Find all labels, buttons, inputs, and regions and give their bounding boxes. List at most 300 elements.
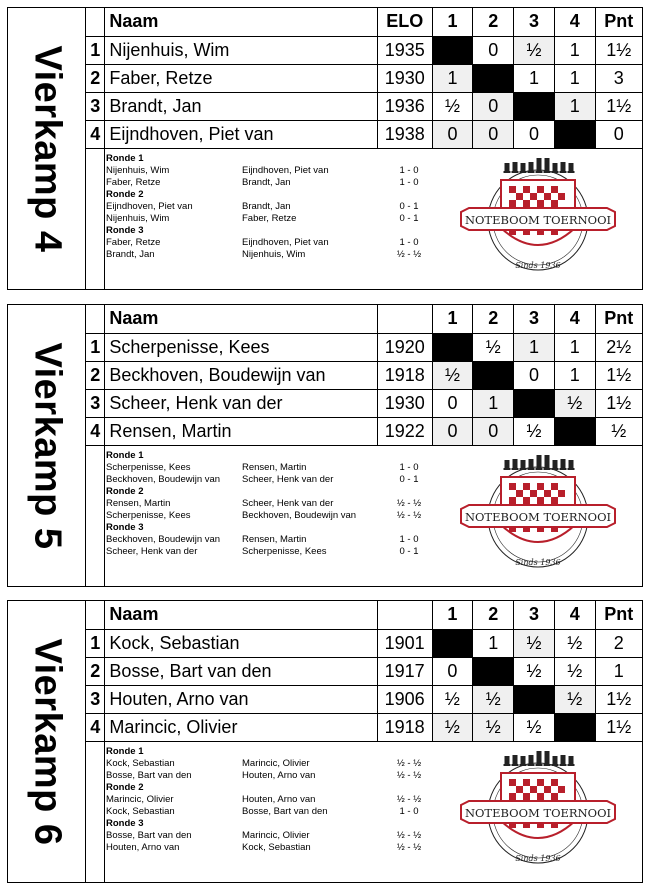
result-cell: ½ bbox=[473, 333, 514, 361]
white-player: Houten, Arno van bbox=[106, 842, 180, 853]
board-square-icon bbox=[530, 490, 537, 497]
board-square-icon bbox=[537, 483, 544, 490]
self-cell bbox=[514, 92, 555, 120]
header-index-cell bbox=[86, 305, 105, 333]
self-cell bbox=[554, 713, 595, 741]
player-points: 1½ bbox=[595, 389, 642, 417]
black-player: Marincic, Olivier bbox=[242, 830, 310, 841]
white-player: Nijenhuis, Wim bbox=[106, 213, 170, 224]
chess-piece-icon bbox=[505, 756, 510, 765]
result-cell: ½ bbox=[473, 713, 514, 741]
crosstable bbox=[86, 305, 642, 446]
board-square-icon bbox=[551, 200, 558, 207]
black-player: Faber, Retze bbox=[242, 213, 297, 224]
player-name: Bosse, Bart van den bbox=[105, 657, 377, 685]
self-cell bbox=[514, 389, 555, 417]
black-player: Scherpenisse, Kees bbox=[242, 546, 327, 557]
white-player: Nijenhuis, Wim bbox=[106, 165, 170, 176]
result-cell: 1 bbox=[473, 629, 514, 657]
game-score: ½ - ½ bbox=[396, 794, 422, 805]
round-heading: Ronde 3 bbox=[106, 818, 144, 829]
game-row bbox=[106, 758, 422, 770]
header-round-col-3: 3 bbox=[514, 601, 555, 629]
game-row bbox=[106, 201, 419, 213]
self-cell bbox=[554, 120, 595, 148]
player-index: 2 bbox=[86, 657, 105, 685]
header-elo bbox=[377, 601, 432, 629]
self-cell bbox=[473, 361, 514, 389]
result-cell: ½ bbox=[514, 629, 555, 657]
player-name: Rensen, Martin bbox=[105, 417, 377, 445]
chess-piece-base-icon bbox=[560, 764, 567, 766]
header-round-col-1: 1 bbox=[432, 8, 473, 36]
white-player: Kock, Sebastian bbox=[106, 806, 175, 817]
black-player: Kock, Sebastian bbox=[242, 842, 311, 853]
group-title: Vierkamp 6 bbox=[26, 637, 68, 846]
player-name: Kock, Sebastian bbox=[105, 629, 377, 657]
player-row bbox=[86, 361, 642, 389]
player-points: 2½ bbox=[595, 333, 642, 361]
header-points: Pnt bbox=[595, 305, 642, 333]
result-cell: 1 bbox=[554, 36, 595, 64]
result-cell: 0 bbox=[514, 120, 555, 148]
player-index: 1 bbox=[86, 36, 105, 64]
chess-piece-icon bbox=[513, 162, 518, 172]
board-square-icon bbox=[523, 497, 530, 504]
chess-piece-base-icon bbox=[560, 171, 567, 173]
player-index: 2 bbox=[86, 64, 105, 92]
noteboom-logo bbox=[459, 751, 617, 869]
black-player: Rensen, Martin bbox=[242, 462, 307, 473]
self-cell bbox=[473, 657, 514, 685]
white-player: Brandt, Jan bbox=[106, 249, 155, 260]
round-heading: Ronde 2 bbox=[106, 782, 144, 793]
player-name: Scheer, Henk van der bbox=[105, 389, 377, 417]
result-cell: 1 bbox=[554, 361, 595, 389]
chess-piece-icon bbox=[545, 751, 550, 765]
board-square-icon bbox=[523, 779, 530, 786]
game-row bbox=[106, 806, 419, 818]
header-index-cell bbox=[86, 601, 105, 629]
chess-piece-icon bbox=[545, 455, 550, 469]
black-player: Eijndhoven, Piet van bbox=[242, 237, 329, 248]
white-player: Scheer, Henk van der bbox=[106, 546, 198, 557]
game-score: ½ - ½ bbox=[396, 249, 422, 260]
crosstable-header-row bbox=[86, 305, 642, 333]
game-row bbox=[106, 474, 419, 486]
header-round-col-4: 4 bbox=[554, 8, 595, 36]
player-elo: 1906 bbox=[377, 685, 432, 713]
player-points: 1 bbox=[595, 657, 642, 685]
white-player: Scherpenisse, Kees bbox=[106, 510, 191, 521]
player-name: Nijenhuis, Wim bbox=[105, 36, 377, 64]
game-row bbox=[106, 462, 419, 474]
round-heading: Ronde 3 bbox=[106, 225, 144, 236]
noteboom-logo bbox=[459, 455, 617, 573]
chess-piece-icon bbox=[521, 163, 526, 172]
result-cell: 1 bbox=[554, 333, 595, 361]
game-score: ½ - ½ bbox=[396, 830, 422, 841]
result-cell: 1 bbox=[473, 389, 514, 417]
game-score: 0 - 1 bbox=[399, 213, 419, 224]
white-player: Marincic, Olivier bbox=[106, 794, 174, 805]
board-square-icon bbox=[558, 786, 565, 793]
logo-banner-text: NOTEBOOM TOERNOOI bbox=[464, 510, 612, 524]
crosstable-header-row bbox=[86, 601, 642, 629]
chess-piece-base-icon bbox=[536, 764, 543, 766]
group-title-column bbox=[8, 8, 86, 289]
round-heading: Ronde 3 bbox=[106, 522, 144, 533]
rounds-list bbox=[106, 153, 422, 261]
logo-since-text: Sinds 1936 bbox=[515, 261, 561, 270]
game-score: 0 - 1 bbox=[399, 201, 419, 212]
chess-piece-icon bbox=[569, 756, 574, 765]
chess-piece-icon bbox=[561, 459, 566, 469]
vierkamp-panel bbox=[7, 304, 643, 587]
game-row bbox=[106, 534, 419, 546]
result-cell: ½ bbox=[554, 685, 595, 713]
board-square-icon bbox=[537, 200, 544, 207]
chess-piece-icon bbox=[513, 459, 518, 469]
game-score: 0 - 1 bbox=[399, 474, 419, 485]
player-elo: 1917 bbox=[377, 657, 432, 685]
player-name: Faber, Retze bbox=[105, 64, 377, 92]
board-square-icon bbox=[551, 779, 558, 786]
player-points: 3 bbox=[595, 64, 642, 92]
board-square-icon bbox=[509, 483, 516, 490]
chess-piece-base-icon bbox=[512, 468, 519, 470]
player-index: 4 bbox=[86, 713, 105, 741]
chess-piece-icon bbox=[545, 158, 550, 172]
black-player: Nijenhuis, Wim bbox=[242, 249, 306, 260]
white-player: Beckhoven, Boudewijn van bbox=[106, 474, 221, 485]
board-square-icon bbox=[523, 793, 530, 800]
player-index: 3 bbox=[86, 92, 105, 120]
black-player: Marincic, Olivier bbox=[242, 758, 310, 769]
player-row bbox=[86, 389, 642, 417]
chess-piece-base-icon bbox=[568, 171, 575, 173]
game-score: 1 - 0 bbox=[399, 237, 419, 248]
chess-piece-icon bbox=[569, 460, 574, 469]
game-score: 1 - 0 bbox=[399, 806, 419, 817]
result-cell: 0 bbox=[432, 657, 473, 685]
round-heading: Ronde 1 bbox=[106, 153, 144, 164]
game-row bbox=[106, 165, 419, 177]
game-row bbox=[106, 510, 422, 522]
black-player: Houten, Arno van bbox=[242, 794, 316, 805]
black-player: Houten, Arno van bbox=[242, 770, 316, 781]
black-player: Brandt, Jan bbox=[242, 177, 291, 188]
board-square-icon bbox=[551, 186, 558, 193]
header-round-col-3: 3 bbox=[514, 305, 555, 333]
board-square-icon bbox=[516, 490, 523, 497]
group-title-column bbox=[8, 601, 86, 882]
self-cell bbox=[514, 685, 555, 713]
player-name: Eijndhoven, Piet van bbox=[105, 120, 377, 148]
header-round-col-3: 3 bbox=[514, 8, 555, 36]
board-square-icon bbox=[509, 186, 516, 193]
player-points: 1½ bbox=[595, 36, 642, 64]
player-elo: 1930 bbox=[377, 64, 432, 92]
chess-piece-base-icon bbox=[504, 171, 511, 173]
board-square-icon bbox=[523, 186, 530, 193]
game-row bbox=[106, 213, 419, 225]
player-index: 2 bbox=[86, 361, 105, 389]
group-title-column bbox=[8, 305, 86, 586]
header-elo: ELO bbox=[377, 8, 432, 36]
board-square-icon bbox=[516, 786, 523, 793]
game-row bbox=[106, 177, 419, 189]
player-row bbox=[86, 713, 642, 741]
player-elo: 1918 bbox=[377, 713, 432, 741]
result-cell: 0 bbox=[473, 417, 514, 445]
player-elo: 1938 bbox=[377, 120, 432, 148]
game-row bbox=[106, 249, 422, 261]
game-row bbox=[106, 794, 422, 806]
game-row bbox=[106, 237, 419, 249]
result-cell: 0 bbox=[432, 417, 473, 445]
board-square-icon bbox=[537, 186, 544, 193]
chess-piece-base-icon bbox=[536, 468, 543, 470]
self-cell bbox=[432, 36, 473, 64]
header-points: Pnt bbox=[595, 601, 642, 629]
white-player: Rensen, Martin bbox=[106, 498, 171, 509]
logo-banner-text: NOTEBOOM TOERNOOI bbox=[464, 806, 612, 820]
board-square-icon bbox=[509, 497, 516, 504]
chess-piece-base-icon bbox=[504, 764, 511, 766]
board-square-icon bbox=[544, 786, 551, 793]
chess-piece-base-icon bbox=[568, 468, 575, 470]
chess-piece-base-icon bbox=[568, 764, 575, 766]
player-index: 1 bbox=[86, 629, 105, 657]
header-index-cell bbox=[86, 8, 105, 36]
header-round-col-4: 4 bbox=[554, 305, 595, 333]
vierkamp-panel bbox=[7, 7, 643, 290]
chess-piece-icon bbox=[569, 163, 574, 172]
board-square-icon bbox=[558, 193, 565, 200]
header-round-col-2: 2 bbox=[473, 601, 514, 629]
logo-banner-text: NOTEBOOM TOERNOOI bbox=[464, 213, 612, 227]
player-row bbox=[86, 417, 642, 445]
crosstable bbox=[86, 601, 642, 742]
white-player: Faber, Retze bbox=[106, 177, 161, 188]
board-square-icon bbox=[544, 193, 551, 200]
noteboom-logo bbox=[459, 158, 617, 276]
game-score: 1 - 0 bbox=[399, 177, 419, 188]
game-score: 1 - 0 bbox=[399, 462, 419, 473]
white-player: Beckhoven, Boudewijn van bbox=[106, 534, 221, 545]
rounds-list bbox=[106, 450, 422, 558]
crosstable-header-row bbox=[86, 8, 642, 36]
black-player: Eijndhoven, Piet van bbox=[242, 165, 329, 176]
player-name: Scherpenisse, Kees bbox=[105, 333, 377, 361]
chess-piece-icon bbox=[521, 756, 526, 765]
chess-piece-base-icon bbox=[512, 171, 519, 173]
board-square-icon bbox=[551, 793, 558, 800]
black-player: Scheer, Henk van der bbox=[242, 498, 334, 509]
player-name: Houten, Arno van bbox=[105, 685, 377, 713]
result-cell: 1 bbox=[554, 64, 595, 92]
crosstable bbox=[86, 8, 642, 149]
player-points: 1½ bbox=[595, 685, 642, 713]
player-index: 3 bbox=[86, 685, 105, 713]
player-row bbox=[86, 120, 642, 148]
board-square-icon bbox=[551, 497, 558, 504]
chess-piece-base-icon bbox=[560, 468, 567, 470]
header-round-col-4: 4 bbox=[554, 601, 595, 629]
player-points: 0 bbox=[595, 120, 642, 148]
result-cell: 0 bbox=[432, 120, 473, 148]
header-points: Pnt bbox=[595, 8, 642, 36]
result-cell: ½ bbox=[554, 389, 595, 417]
header-elo bbox=[377, 305, 432, 333]
result-cell: ½ bbox=[473, 685, 514, 713]
black-player: Bosse, Bart van den bbox=[242, 806, 328, 817]
player-index: 3 bbox=[86, 389, 105, 417]
group-title: Vierkamp 5 bbox=[26, 341, 68, 550]
result-cell: 0 bbox=[473, 36, 514, 64]
chess-piece-icon bbox=[553, 460, 558, 469]
white-player: Kock, Sebastian bbox=[106, 758, 175, 769]
result-cell: ½ bbox=[514, 36, 555, 64]
game-score: 1 - 0 bbox=[399, 165, 419, 176]
player-row bbox=[86, 629, 642, 657]
result-cell: 1 bbox=[432, 64, 473, 92]
board-square-icon bbox=[537, 793, 544, 800]
result-cell: ½ bbox=[432, 713, 473, 741]
logo-since-text: Sinds 1936 bbox=[515, 854, 561, 863]
board-square-icon bbox=[558, 490, 565, 497]
result-cell: 1 bbox=[514, 64, 555, 92]
board-square-icon bbox=[530, 786, 537, 793]
game-score: ½ - ½ bbox=[396, 510, 422, 521]
black-player: Brandt, Jan bbox=[242, 201, 291, 212]
board-square-icon bbox=[516, 193, 523, 200]
result-cell: 0 bbox=[514, 361, 555, 389]
player-elo: 1935 bbox=[377, 36, 432, 64]
player-row bbox=[86, 36, 642, 64]
vierkamp-panel bbox=[7, 600, 643, 883]
board-square-icon bbox=[509, 793, 516, 800]
header-name: Naam bbox=[105, 601, 377, 629]
chess-piece-icon bbox=[521, 460, 526, 469]
player-points: ½ bbox=[595, 417, 642, 445]
result-cell: ½ bbox=[554, 629, 595, 657]
chess-piece-icon bbox=[553, 163, 558, 172]
round-heading: Ronde 1 bbox=[106, 746, 144, 757]
chess-piece-icon bbox=[553, 756, 558, 765]
board-square-icon bbox=[509, 779, 516, 786]
result-cell: 1 bbox=[554, 92, 595, 120]
game-score: 0 - 1 bbox=[399, 546, 419, 557]
player-points: 1½ bbox=[595, 361, 642, 389]
self-cell bbox=[432, 333, 473, 361]
game-row bbox=[106, 830, 422, 842]
player-row bbox=[86, 92, 642, 120]
player-elo: 1918 bbox=[377, 361, 432, 389]
header-name: Naam bbox=[105, 305, 377, 333]
result-cell: 0 bbox=[473, 92, 514, 120]
white-player: Eijndhoven, Piet van bbox=[106, 201, 193, 212]
player-points: 1½ bbox=[595, 713, 642, 741]
game-score: ½ - ½ bbox=[396, 842, 422, 853]
game-row bbox=[106, 546, 419, 558]
game-score: ½ - ½ bbox=[396, 758, 422, 769]
player-points: 2 bbox=[595, 629, 642, 657]
header-name: Naam bbox=[105, 8, 377, 36]
player-name: Brandt, Jan bbox=[105, 92, 377, 120]
player-points: 1½ bbox=[595, 92, 642, 120]
board-square-icon bbox=[523, 200, 530, 207]
board-square-icon bbox=[530, 193, 537, 200]
black-player: Rensen, Martin bbox=[242, 534, 307, 545]
white-player: Scherpenisse, Kees bbox=[106, 462, 191, 473]
player-index: 4 bbox=[86, 120, 105, 148]
chess-piece-base-icon bbox=[536, 171, 543, 173]
chess-piece-icon bbox=[505, 163, 510, 172]
white-player: Bosse, Bart van den bbox=[106, 770, 192, 781]
game-row bbox=[106, 770, 422, 782]
round-heading: Ronde 1 bbox=[106, 450, 144, 461]
player-elo: 1920 bbox=[377, 333, 432, 361]
game-score: ½ - ½ bbox=[396, 770, 422, 781]
rounds-list bbox=[106, 746, 422, 854]
board-square-icon bbox=[544, 490, 551, 497]
result-cell: ½ bbox=[514, 417, 555, 445]
player-row bbox=[86, 657, 642, 685]
game-row bbox=[106, 842, 422, 854]
logo-since-text: Sinds 1936 bbox=[515, 558, 561, 567]
result-cell: 1 bbox=[514, 333, 555, 361]
self-cell bbox=[554, 417, 595, 445]
player-index: 4 bbox=[86, 417, 105, 445]
board-square-icon bbox=[509, 200, 516, 207]
result-cell: ½ bbox=[554, 657, 595, 685]
group-title: Vierkamp 4 bbox=[26, 44, 68, 253]
player-row bbox=[86, 685, 642, 713]
header-round-col-2: 2 bbox=[473, 305, 514, 333]
round-heading: Ronde 2 bbox=[106, 189, 144, 200]
board-square-icon bbox=[537, 497, 544, 504]
chess-piece-icon bbox=[513, 755, 518, 765]
board-square-icon bbox=[551, 483, 558, 490]
result-cell: ½ bbox=[514, 713, 555, 741]
game-row bbox=[106, 498, 422, 510]
result-cell: ½ bbox=[432, 361, 473, 389]
player-row bbox=[86, 64, 642, 92]
board-square-icon bbox=[523, 483, 530, 490]
result-cell: 0 bbox=[432, 389, 473, 417]
round-heading: Ronde 2 bbox=[106, 486, 144, 497]
white-player: Faber, Retze bbox=[106, 237, 161, 248]
black-player: Beckhoven, Boudewijn van bbox=[242, 510, 357, 521]
player-elo: 1922 bbox=[377, 417, 432, 445]
self-cell bbox=[432, 629, 473, 657]
chess-piece-icon bbox=[561, 162, 566, 172]
self-cell bbox=[473, 64, 514, 92]
game-score: 1 - 0 bbox=[399, 534, 419, 545]
chess-piece-icon bbox=[561, 755, 566, 765]
chess-piece-icon bbox=[505, 460, 510, 469]
game-score: ½ - ½ bbox=[396, 498, 422, 509]
header-round-col-1: 1 bbox=[432, 601, 473, 629]
player-index: 1 bbox=[86, 333, 105, 361]
header-round-col-1: 1 bbox=[432, 305, 473, 333]
black-player: Scheer, Henk van der bbox=[242, 474, 334, 485]
player-elo: 1936 bbox=[377, 92, 432, 120]
player-elo: 1901 bbox=[377, 629, 432, 657]
chess-piece-base-icon bbox=[512, 764, 519, 766]
